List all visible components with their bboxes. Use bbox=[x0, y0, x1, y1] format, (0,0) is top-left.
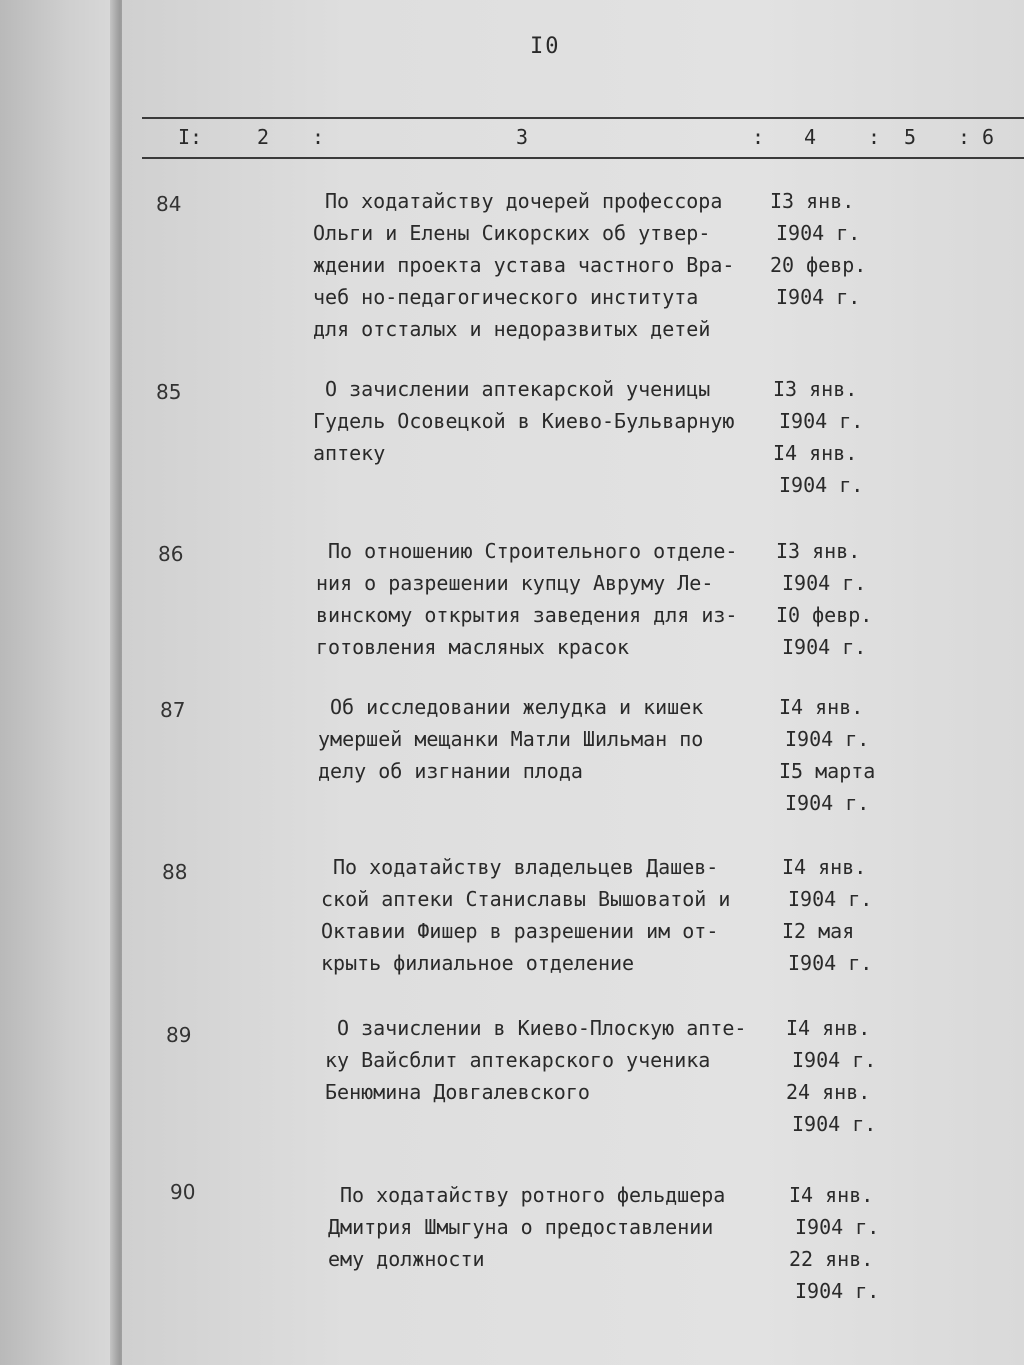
record-text-line: делу об изгнании плода bbox=[318, 759, 583, 783]
record-date: 20 февр. bbox=[770, 253, 867, 277]
record-number: 87 bbox=[160, 698, 186, 722]
record-text-line: Дмитрия Шмыгуна о предоставлении bbox=[328, 1215, 714, 1239]
col-separator: : bbox=[752, 125, 765, 149]
record-date: 22 янв. bbox=[789, 1247, 874, 1271]
col-separator: : bbox=[868, 125, 881, 149]
record-text-line: чеб но-педагогического института bbox=[313, 285, 699, 309]
record-date: I904 г. bbox=[779, 409, 864, 433]
record-text-line: ния о разрешении купцу Авруму Ле- bbox=[316, 571, 714, 595]
record-text-line: Об исследовании желудка и кишек bbox=[330, 695, 704, 719]
record-date: I4 янв. bbox=[786, 1016, 871, 1040]
col-header-1: I: bbox=[178, 125, 203, 149]
record-date: I904 г. bbox=[776, 221, 861, 245]
record-date: I3 янв. bbox=[773, 377, 858, 401]
record-date: I3 янв. bbox=[770, 189, 855, 213]
record-date: I904 г. bbox=[782, 635, 867, 659]
record-text-line: Октавии Фишер в разрешении им от- bbox=[321, 919, 719, 943]
record-date: I3 янв. bbox=[776, 539, 861, 563]
record-number: 85 bbox=[156, 380, 182, 404]
header-rule-top bbox=[142, 117, 1024, 119]
record-text-line: По ходатайству владельцев Дашев- bbox=[333, 855, 719, 879]
record-date: I904 г. bbox=[782, 571, 867, 595]
record-text-line: умершей мещанки Матли Шильман по bbox=[318, 727, 704, 751]
record-text-line: О зачислении аптекарской ученицы bbox=[325, 377, 711, 401]
record-text-line: Бенюмина Довгалевского bbox=[325, 1080, 590, 1104]
record-date: I904 г. bbox=[788, 887, 873, 911]
record-number: 84 bbox=[156, 192, 182, 216]
page-number: I0 bbox=[530, 34, 561, 59]
record-text-line: ему должности bbox=[328, 1247, 485, 1271]
record-text-line: ку Вайсблит аптекарского ученика bbox=[325, 1048, 711, 1072]
facing-page bbox=[0, 0, 122, 1365]
record-text-line: Ольги и Елены Сикорских об утвер- bbox=[313, 221, 711, 245]
record-date: I2 мая bbox=[782, 919, 855, 943]
record-date: I904 г. bbox=[785, 727, 870, 751]
record-number: 89 bbox=[166, 1023, 192, 1047]
col-header-3: 3 bbox=[516, 125, 529, 149]
record-text-line: Гудель Осовецкой в Киево-Бульварную bbox=[313, 409, 735, 433]
record-text-line: крыть филиальное отделение bbox=[321, 951, 635, 975]
record-date: I904 г. bbox=[779, 473, 864, 497]
col-header-5: 5 bbox=[904, 125, 917, 149]
record-date: I904 г. bbox=[792, 1048, 877, 1072]
record-date: I904 г. bbox=[776, 285, 861, 309]
record-number: 90 bbox=[170, 1180, 196, 1204]
record-text-line: аптеку bbox=[313, 441, 386, 465]
record-text-line: винскому открытия заведения для из- bbox=[316, 603, 738, 627]
record-text-line: О зачислении в Киево-Плоскую апте- bbox=[337, 1016, 747, 1040]
col-header-6: 6 bbox=[982, 125, 995, 149]
record-date: I4 янв. bbox=[789, 1183, 874, 1207]
col-separator: : bbox=[958, 125, 971, 149]
record-date: I904 г. bbox=[785, 791, 870, 815]
record-date: I0 февр. bbox=[776, 603, 873, 627]
record-text-line: для отсталых и недоразвитых детей bbox=[313, 317, 711, 341]
record-number: 86 bbox=[158, 542, 184, 566]
record-date: I4 янв. bbox=[782, 855, 867, 879]
record-date: I5 марта bbox=[779, 759, 876, 783]
record-date: 24 янв. bbox=[786, 1080, 871, 1104]
col-header-4: 4 bbox=[804, 125, 817, 149]
record-number: 88 bbox=[162, 860, 188, 884]
record-date: I904 г. bbox=[792, 1112, 877, 1136]
col-separator: : bbox=[312, 125, 325, 149]
col-header-2: 2 bbox=[257, 125, 270, 149]
header-rule-bottom bbox=[142, 157, 1024, 159]
record-text-line: ской аптеки Станиславы Вышоватой и bbox=[321, 887, 731, 911]
record-text-line: По ходатайству ротного фельдшера bbox=[340, 1183, 726, 1207]
record-date: I904 г. bbox=[795, 1215, 880, 1239]
record-text-line: По ходатайству дочерей профессора bbox=[325, 189, 723, 213]
record-text-line: готовления масляных красок bbox=[316, 635, 630, 659]
record-date: I904 г. bbox=[788, 951, 873, 975]
record-date: I4 янв. bbox=[773, 441, 858, 465]
record-date: I904 г. bbox=[795, 1279, 880, 1303]
record-date: I4 янв. bbox=[779, 695, 864, 719]
record-text-line: По отношению Строительного отделе- bbox=[328, 539, 738, 563]
record-text-line: ждении проекта устава частного Вра- bbox=[313, 253, 735, 277]
